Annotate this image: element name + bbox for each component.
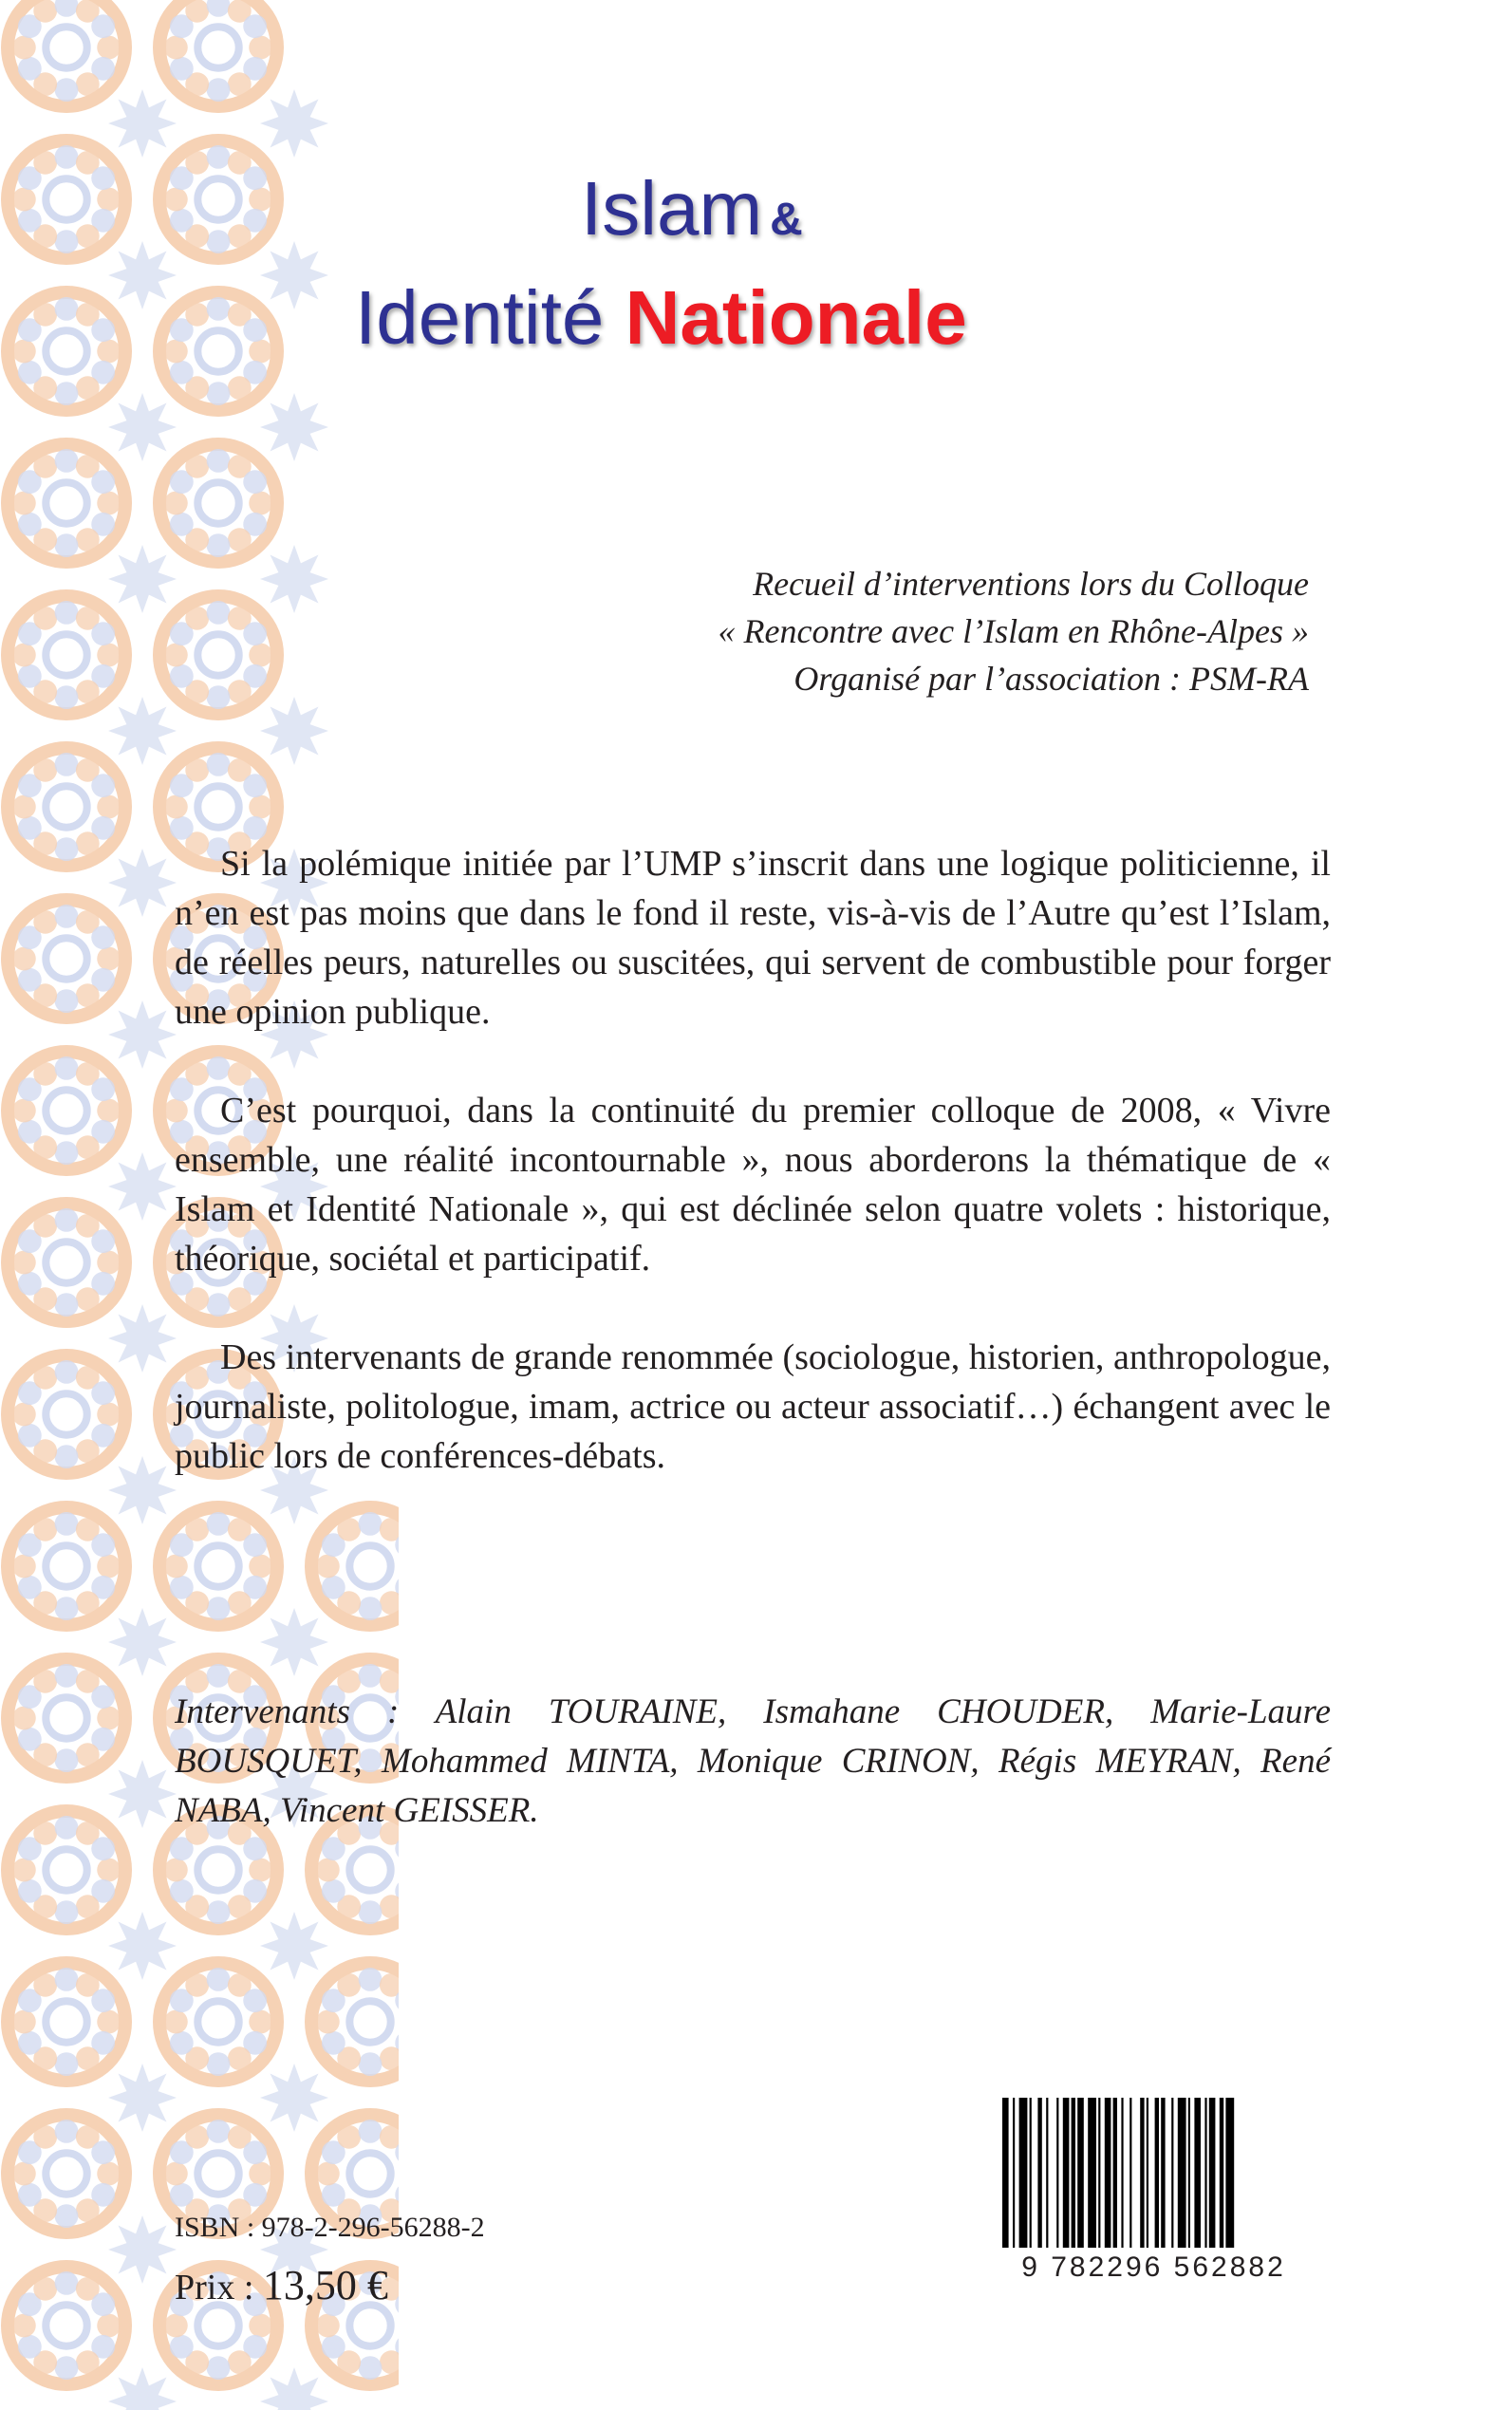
- subtitle-block: [719, 560, 1309, 702]
- star-ornament: [108, 393, 177, 461]
- star-ornament: [260, 2064, 328, 2132]
- barcode-bar: [1088, 2098, 1096, 2248]
- title-word-identite: Identité: [355, 275, 605, 360]
- star-ornament: [260, 545, 328, 613]
- paragraph: Des intervenants de grande renommée (sociologue, historien, anthropologue, journaliste, politologue, imam, actrice ou acteur associatif…) échangent avec le public lors de conférences-débats.: [175, 1337, 1331, 1476]
- price-label: Prix :: [175, 2268, 254, 2307]
- title-word-islam: Islam: [581, 166, 763, 251]
- rosette-ornament: [8, 2115, 125, 2233]
- star-ornament: [108, 1760, 177, 1828]
- barcode-bar: [1178, 2098, 1186, 2248]
- star-ornament: [260, 1912, 328, 1980]
- paragraph: Si la polémique initiée par l’UMP s’inscrit dans une logique politicienne, il n’en est pas moins que dans le fond il reste, vis-à-vis de l’Autre qu’est l’Islam, de réelles peurs, naturelles ou suscitées, qui servent de combustible pour forger une opinion publique.: [175, 844, 1331, 1032]
- barcode-bar: [1072, 2098, 1075, 2248]
- subtitle-line: « Rencontre avec l’Islam en Rhône-Alpes »: [718, 612, 1309, 650]
- rosette-ornament: [8, 900, 125, 1018]
- star-ornament: [260, 2367, 328, 2410]
- star-ornament: [260, 241, 328, 309]
- title-word-nationale: Nationale: [625, 275, 967, 360]
- barcode-bar: [1140, 2098, 1144, 2248]
- star-ornament: [260, 697, 328, 765]
- star-ornament: [108, 1304, 177, 1373]
- star-ornament: [108, 89, 177, 158]
- barcode: [985, 2098, 1322, 2301]
- barcode-bar: [1225, 2098, 1234, 2248]
- barcode-bar: [1056, 2098, 1058, 2248]
- rosette-ornament: [8, 1811, 125, 1929]
- rosette-ornament: [8, 1052, 125, 1169]
- barcode-bar: [1129, 2098, 1131, 2248]
- star-ornament: [108, 697, 177, 765]
- barcode-bar: [1155, 2098, 1159, 2248]
- rosette-ornament: [8, 596, 125, 714]
- star-ornament: [260, 1608, 328, 1676]
- rosette-ornament: [311, 1963, 399, 2081]
- barcode-bar: [1002, 2098, 1009, 2248]
- barcode-bar: [1171, 2098, 1173, 2248]
- barcode-bar: [1194, 2098, 1201, 2248]
- barcode-bar: [1037, 2098, 1041, 2248]
- barcode-bar: [1147, 2098, 1148, 2248]
- price: [175, 2261, 388, 2309]
- star-ornament: [108, 1456, 177, 1524]
- barcode-bars: [985, 2098, 1322, 2250]
- barcode-bar: [1121, 2098, 1123, 2248]
- subtitle-line: Recueil d’interventions lors du Colloque: [753, 565, 1309, 603]
- price-value: 13,50 €: [262, 2262, 388, 2308]
- speakers-list: Intervenants : Alain TOURAINE, Ismahane CHOUDER, Marie-Laure BOUSQUET, Mohammed MINTA, Monique CRINON, Régis MEYRAN, René NABA, Vincent GEISSER.: [175, 1692, 1331, 1830]
- rosette-ornament: [8, 0, 125, 106]
- rosette-ornament: [8, 748, 125, 866]
- star-ornament: [260, 393, 328, 461]
- barcode-bar: [1188, 2098, 1190, 2248]
- rosette-ornament: [159, 292, 277, 410]
- barcode-bar: [1209, 2098, 1216, 2248]
- paragraph: C’est pourquoi, dans la continuité du premier colloque de 2008, « Vivre ensemble, une réalité incontournable », nous aborderons la thématique de « Islam et Identité Nationale », qui est déclinée selon quatre volets : historique, théorique, sociétal et participatif.: [175, 1091, 1331, 1279]
- rosette-ornament: [8, 292, 125, 410]
- barcode-bar: [1105, 2098, 1111, 2248]
- star-ornament: [108, 2064, 177, 2132]
- rosette-ornament: [8, 1204, 125, 1321]
- barcode-bar: [1098, 2098, 1100, 2248]
- star-ornament: [108, 849, 177, 917]
- barcode-bar: [1030, 2098, 1032, 2248]
- barcode-digits: 9 782296 562882: [1021, 2251, 1286, 2283]
- rosette-ornament: [8, 1659, 125, 1777]
- star-ornament: [108, 2367, 177, 2410]
- title-line-1: [581, 166, 803, 251]
- rosette-ornament: [8, 444, 125, 562]
- barcode-bar: [1063, 2098, 1070, 2248]
- star-ornament: [108, 545, 177, 613]
- rosette-ornament: [159, 140, 277, 258]
- barcode-bar: [1220, 2098, 1223, 2248]
- rosette-ornament: [8, 1507, 125, 1625]
- barcode-bar: [1046, 2098, 1048, 2248]
- barcode-bar: [1113, 2098, 1117, 2248]
- barcode-bar: [1077, 2098, 1084, 2248]
- star-ornament: [108, 1608, 177, 1676]
- rosette-ornament: [159, 444, 277, 562]
- subtitle-line: Organisé par l’association : PSM-RA: [793, 660, 1309, 698]
- rosette-ornament: [159, 0, 277, 106]
- star-ornament: [108, 1152, 177, 1221]
- star-ornament: [108, 1912, 177, 1980]
- barcode-bar: [1019, 2098, 1028, 2248]
- title-ampersand: &: [770, 195, 803, 245]
- rosette-ornament: [8, 2267, 125, 2384]
- star-ornament: [260, 89, 328, 158]
- rosette-ornament: [159, 1963, 277, 2081]
- rosette-ornament: [159, 596, 277, 714]
- rosette-ornament: [8, 1355, 125, 1473]
- description-text: [175, 839, 1331, 1530]
- barcode-bar: [1204, 2098, 1206, 2248]
- star-ornament: [108, 241, 177, 309]
- star-ornament: [108, 1000, 177, 1069]
- barcode-bar: [1161, 2098, 1165, 2248]
- title-line-2: [355, 275, 967, 360]
- rosette-ornament: [8, 140, 125, 258]
- rosette-ornament: [8, 1963, 125, 2081]
- barcode-bar: [1013, 2098, 1015, 2248]
- star-ornament: [108, 2215, 177, 2284]
- isbn: ISBN : 978-2-296-56288-2: [175, 2212, 485, 2243]
